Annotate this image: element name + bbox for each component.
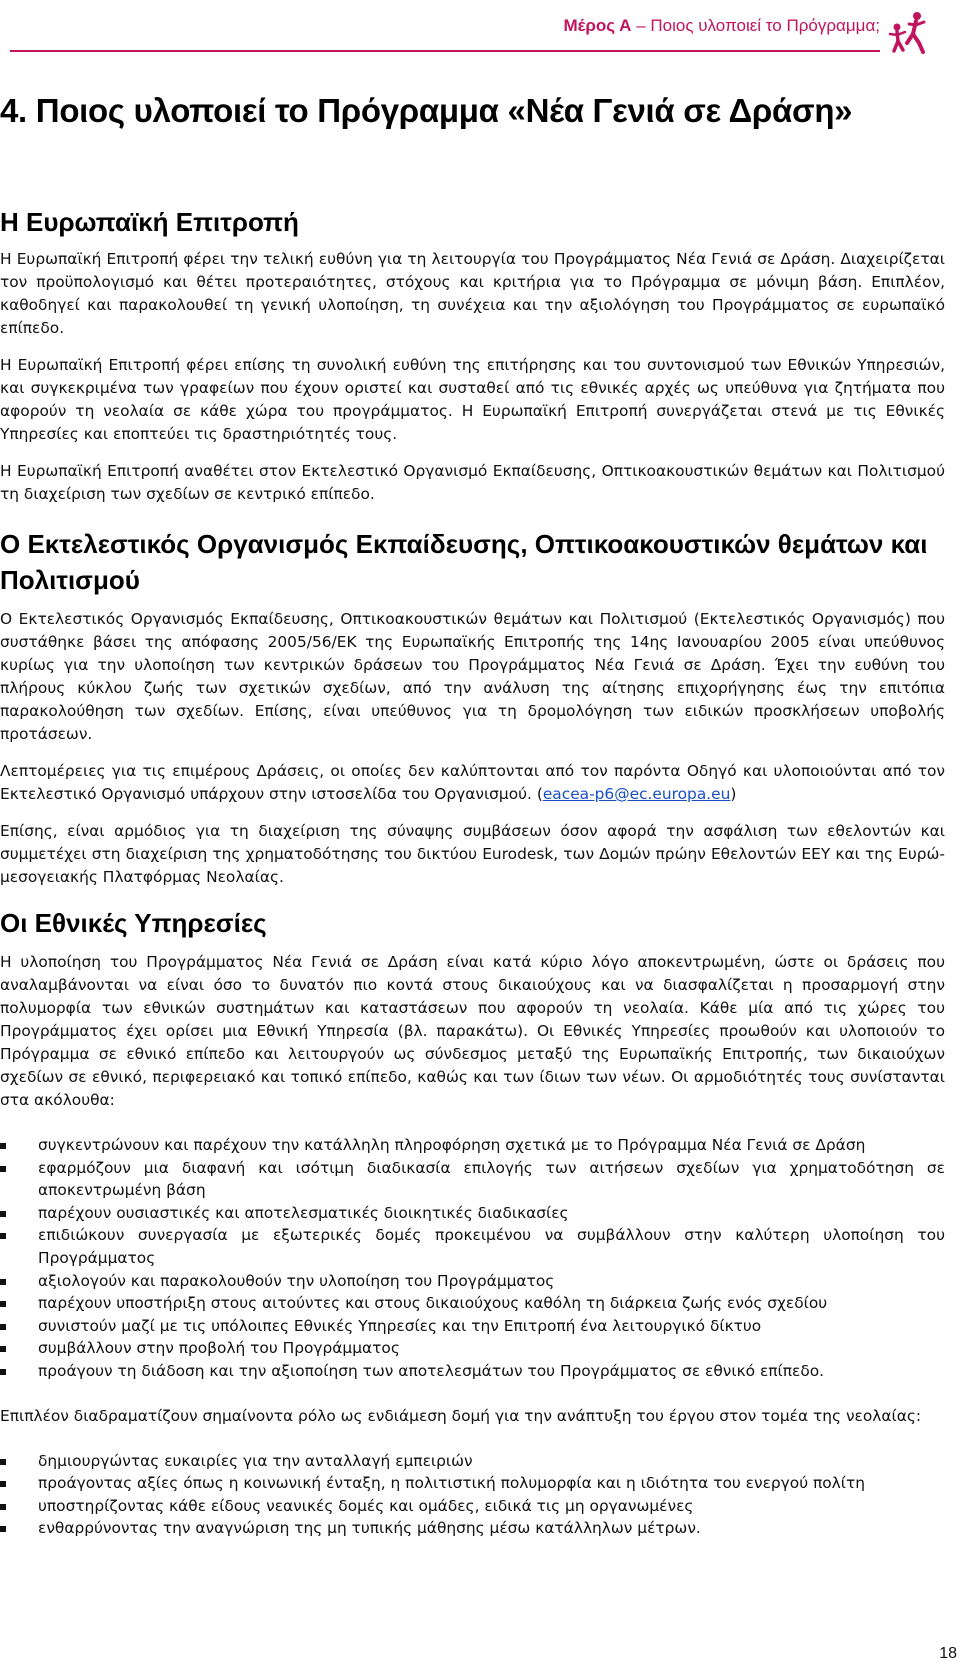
list-item: δημιουργώντας ευκαιρίες για την ανταλλαγή εμπειριών <box>0 1450 945 1473</box>
chapter-title: 4. Ποιος υλοποιεί το Πρόγραμμα «Νέα Γενιά σε Δράση» <box>0 92 853 129</box>
agency-paragraph: Επίσης, είναι αρμόδιος για τη διαχείριση της σύναψης συμβάσεων όσον αφορά την ασφάλιση των εθελοντών και συμμετέχει στη διαχείριση της χρηματοδότησης του δικτύου Eurodesk, των Δομών πρώην Εθελοντών ΕΕΥ και της Ευρώ-μεσογειακής Πλατφόρμας Νεολαίας. <box>0 822 945 886</box>
list-item: συμβάλλουν στην προβολή του Προγράμματος <box>0 1337 945 1360</box>
page-content <box>0 84 960 1540</box>
duties-list <box>0 1134 945 1383</box>
agency-paragraph: Ο Εκτελεστικός Οργανισμός Εκπαίδευσης, Οπτικοακουστικών θεμάτων και Πολιτισμού (Εκτελεστικός Οργανισμός) που συστάθηκε βάσει της απόφασης 2005/56/ΕΚ της Ευρωπαϊκής Επιτροπής της 14ης Ιανουαρίου 2005 είναι υπεύθυνος κυρίως για την υλοποίηση των κεντρικών δράσεων του Προγράμματος Νέα Γενιά σε Δράση. Έχει την ευθύνη του πλήρους κύκλου ζωής των σχετικών σχεδίων, από την ανάλυση της αίτησης επιχορήγησης έως την επιτόπια παρακολούθηση των σχεδίων. Επίσης, είναι υπεύθυνος για τη δρομολόγηση των ειδικών προσκλήσεων υποβολής προτάσεων. <box>0 610 945 743</box>
list-item: ενθαρρύνοντας την αναγνώριση της μη τυπικής μάθησης μέσω κατάλληλων μέτρων. <box>0 1517 945 1540</box>
agency-details-paragraph <box>0 760 945 806</box>
header-section-label: – Ποιος υλοποιεί το Πρόγραμμα; <box>636 16 880 35</box>
commission-paragraph: Η Ευρωπαϊκή Επιτροπή φέρει την τελική ευθύνη για τη λειτουργία του Προγράμματος Νέα Γενιά σε Δράση. Διαχειρίζεται τον προϋπολογισμό και θέτει προτεραιότητες, στόχους και κριτήρια για το Πρόγραμμα σε μόνιμη βάση. Επιπλέον, καθοδηγεί και παρακολουθεί τη γενική υλοποίηση, τη συνέχεια και την αξιολόγηση του Προγράμματος σε ευρωπαϊκό επίπεδο. <box>0 250 945 337</box>
list-item: παρέχουν ουσιαστικές και αποτελεσματικές διοικητικές διαδικασίες <box>0 1202 945 1225</box>
list-item: συνιστούν μαζί με τις υπόλοιπες Εθνικές Υπηρεσίες και την Επιτροπή ένα λειτουργικό δίκτυο <box>0 1315 945 1338</box>
youth-in-action-figures-logo <box>886 10 930 56</box>
list-item: συγκεντρώνουν και παρέχουν την κατάλληλη πληροφόρηση σχετικά με το Πρόγραμμα Νέα Γενιά σε Δράση <box>0 1134 945 1157</box>
page-number: 18 <box>939 1645 957 1662</box>
national-intro-paragraph: Η υλοποίηση του Προγράμματος Νέα Γενιά σε Δράση είναι κατά κύριο λόγο αποκεντρωμένη, ώστε οι δράσεις που αναλαμβάνονται να είναι όσο το δυνατόν πιο κοντά στους δικαιούχους και να διασφαλίζεται η προσαρμογή στην πολυμορφία των εθνικών συστημάτων και καταστάσεων που αφορούν τη νεολαία. Κάθε μία από τις χώρες του Προγράμματος έχει ορίσει μια Εθνική Υπηρεσία (βλ. παρακάτω). Οι Εθνικές Υπηρεσίες προωθούν και υλοποιούν το Πρόγραμμα σε εθνικό επίπεδο και λειτουργούν ως σύνδεσμος μεταξύ της Ευρωπαϊκής Επιτροπής, των δικαιούχων σχεδίων σε εθνικό, περιφερειακό και τοπικό επίπεδο, καθώς και των ίδιων των νέων. Οι αρμοδιότητές τους συνίστανται στα ακόλουθα: <box>0 953 945 1109</box>
roles-list <box>0 1450 945 1540</box>
commission-heading: Η Ευρωπαϊκή Επιτροπή <box>0 207 299 237</box>
list-item: προάγουν τη διάδοση και την αξιοποίηση των αποτελεσμάτων του Προγράμματος σε εθνικό επίπεδο. <box>0 1360 945 1383</box>
agency-heading: Ο Εκτελεστικός Οργανισμός Εκπαίδευσης, Οπτικοακουστικών θεμάτων και Πολιτισμού <box>0 529 928 595</box>
header-part-label: Μέρος Α <box>563 16 632 35</box>
agency-details-close: ) <box>730 785 737 803</box>
list-item: παρέχουν υποστήριξη στους αιτούντες και στους δικαιούχους καθόλη τη διάρκεια ζωής ενός σχεδίου <box>0 1292 945 1315</box>
list-item: προάγοντας αξίες όπως η κοινωνική ένταξη, η πολιτιστική πολυμορφία και η ιδιότητα του ενεργού πολίτη <box>0 1472 945 1495</box>
agency-email-link[interactable]: eacea-p6@ec.europa.eu <box>542 785 731 803</box>
commission-paragraph: Η Ευρωπαϊκή Επιτροπή αναθέτει στον Εκτελεστικό Οργανισμό Εκπαίδευσης, Οπτικοακουστικών θεμάτων και Πολιτισμού τη διαχείριση των σχεδίων σε κεντρικό επίπεδο. <box>0 462 945 503</box>
list-item: εφαρμόζουν μια διαφανή και ισότιμη διαδικασία επιλογής των αιτήσεων σχεδίων για χρηματοδότηση σε αποκεντρωμένη βάση <box>0 1157 945 1202</box>
list-item: υποστηρίζοντας κάθε είδους νεανικές δομές και ομάδες, ειδικά τις μη οργανωμένες <box>0 1495 945 1518</box>
agency-details-text: Λεπτομέρειες για τις επιμέρους Δράσεις, οι οποίες δεν καλύπτονται από τον παρόντα Οδηγό και υλοποιούνται από τον Εκτελεστικό Οργανισμό υπάρχουν στην ιστοσελίδα του Οργανισμού. ( <box>0 762 945 803</box>
national-agencies-heading: Οι Εθνικές Υπηρεσίες <box>0 908 267 938</box>
list-item: αξιολογούν και παρακολουθούν την υλοποίηση του Προγράμματος <box>0 1270 945 1293</box>
header-rule <box>10 50 880 52</box>
running-header <box>564 16 881 36</box>
roles-intro-paragraph: Επιπλέον διαδραματίζουν σημαίνοντα ρόλο ως ενδιάμεση δομή για την ανάπτυξη του έργου στον τομέα της νεολαίας: <box>0 1406 922 1425</box>
list-item: επιδιώκουν συνεργασία με εξωτερικές δομές προκειμένου να συμβάλλουν στην καλύτερη υλοποίηση του Προγράμματος <box>0 1224 945 1269</box>
page-header <box>0 10 960 58</box>
commission-paragraph: Η Ευρωπαϊκή Επιτροπή φέρει επίσης τη συνολική ευθύνη της επιτήρησης και του συντονισμού των Εθνικών Υπηρεσιών, και συγκεκριμένα των γραφείων που έχουν οριστεί και συσταθεί από τις εθνικές αρχές ως υπεύθυνα για ζητήματα που αφορούν τη νεολαία σε κάθε χώρα του προγράμματος. Η Ευρωπαϊκή Επιτροπή συνεργάζεται στενά με τις Εθνικές Υπηρεσίες και εποπτεύει τις δραστηριότητές τους. <box>0 356 945 443</box>
